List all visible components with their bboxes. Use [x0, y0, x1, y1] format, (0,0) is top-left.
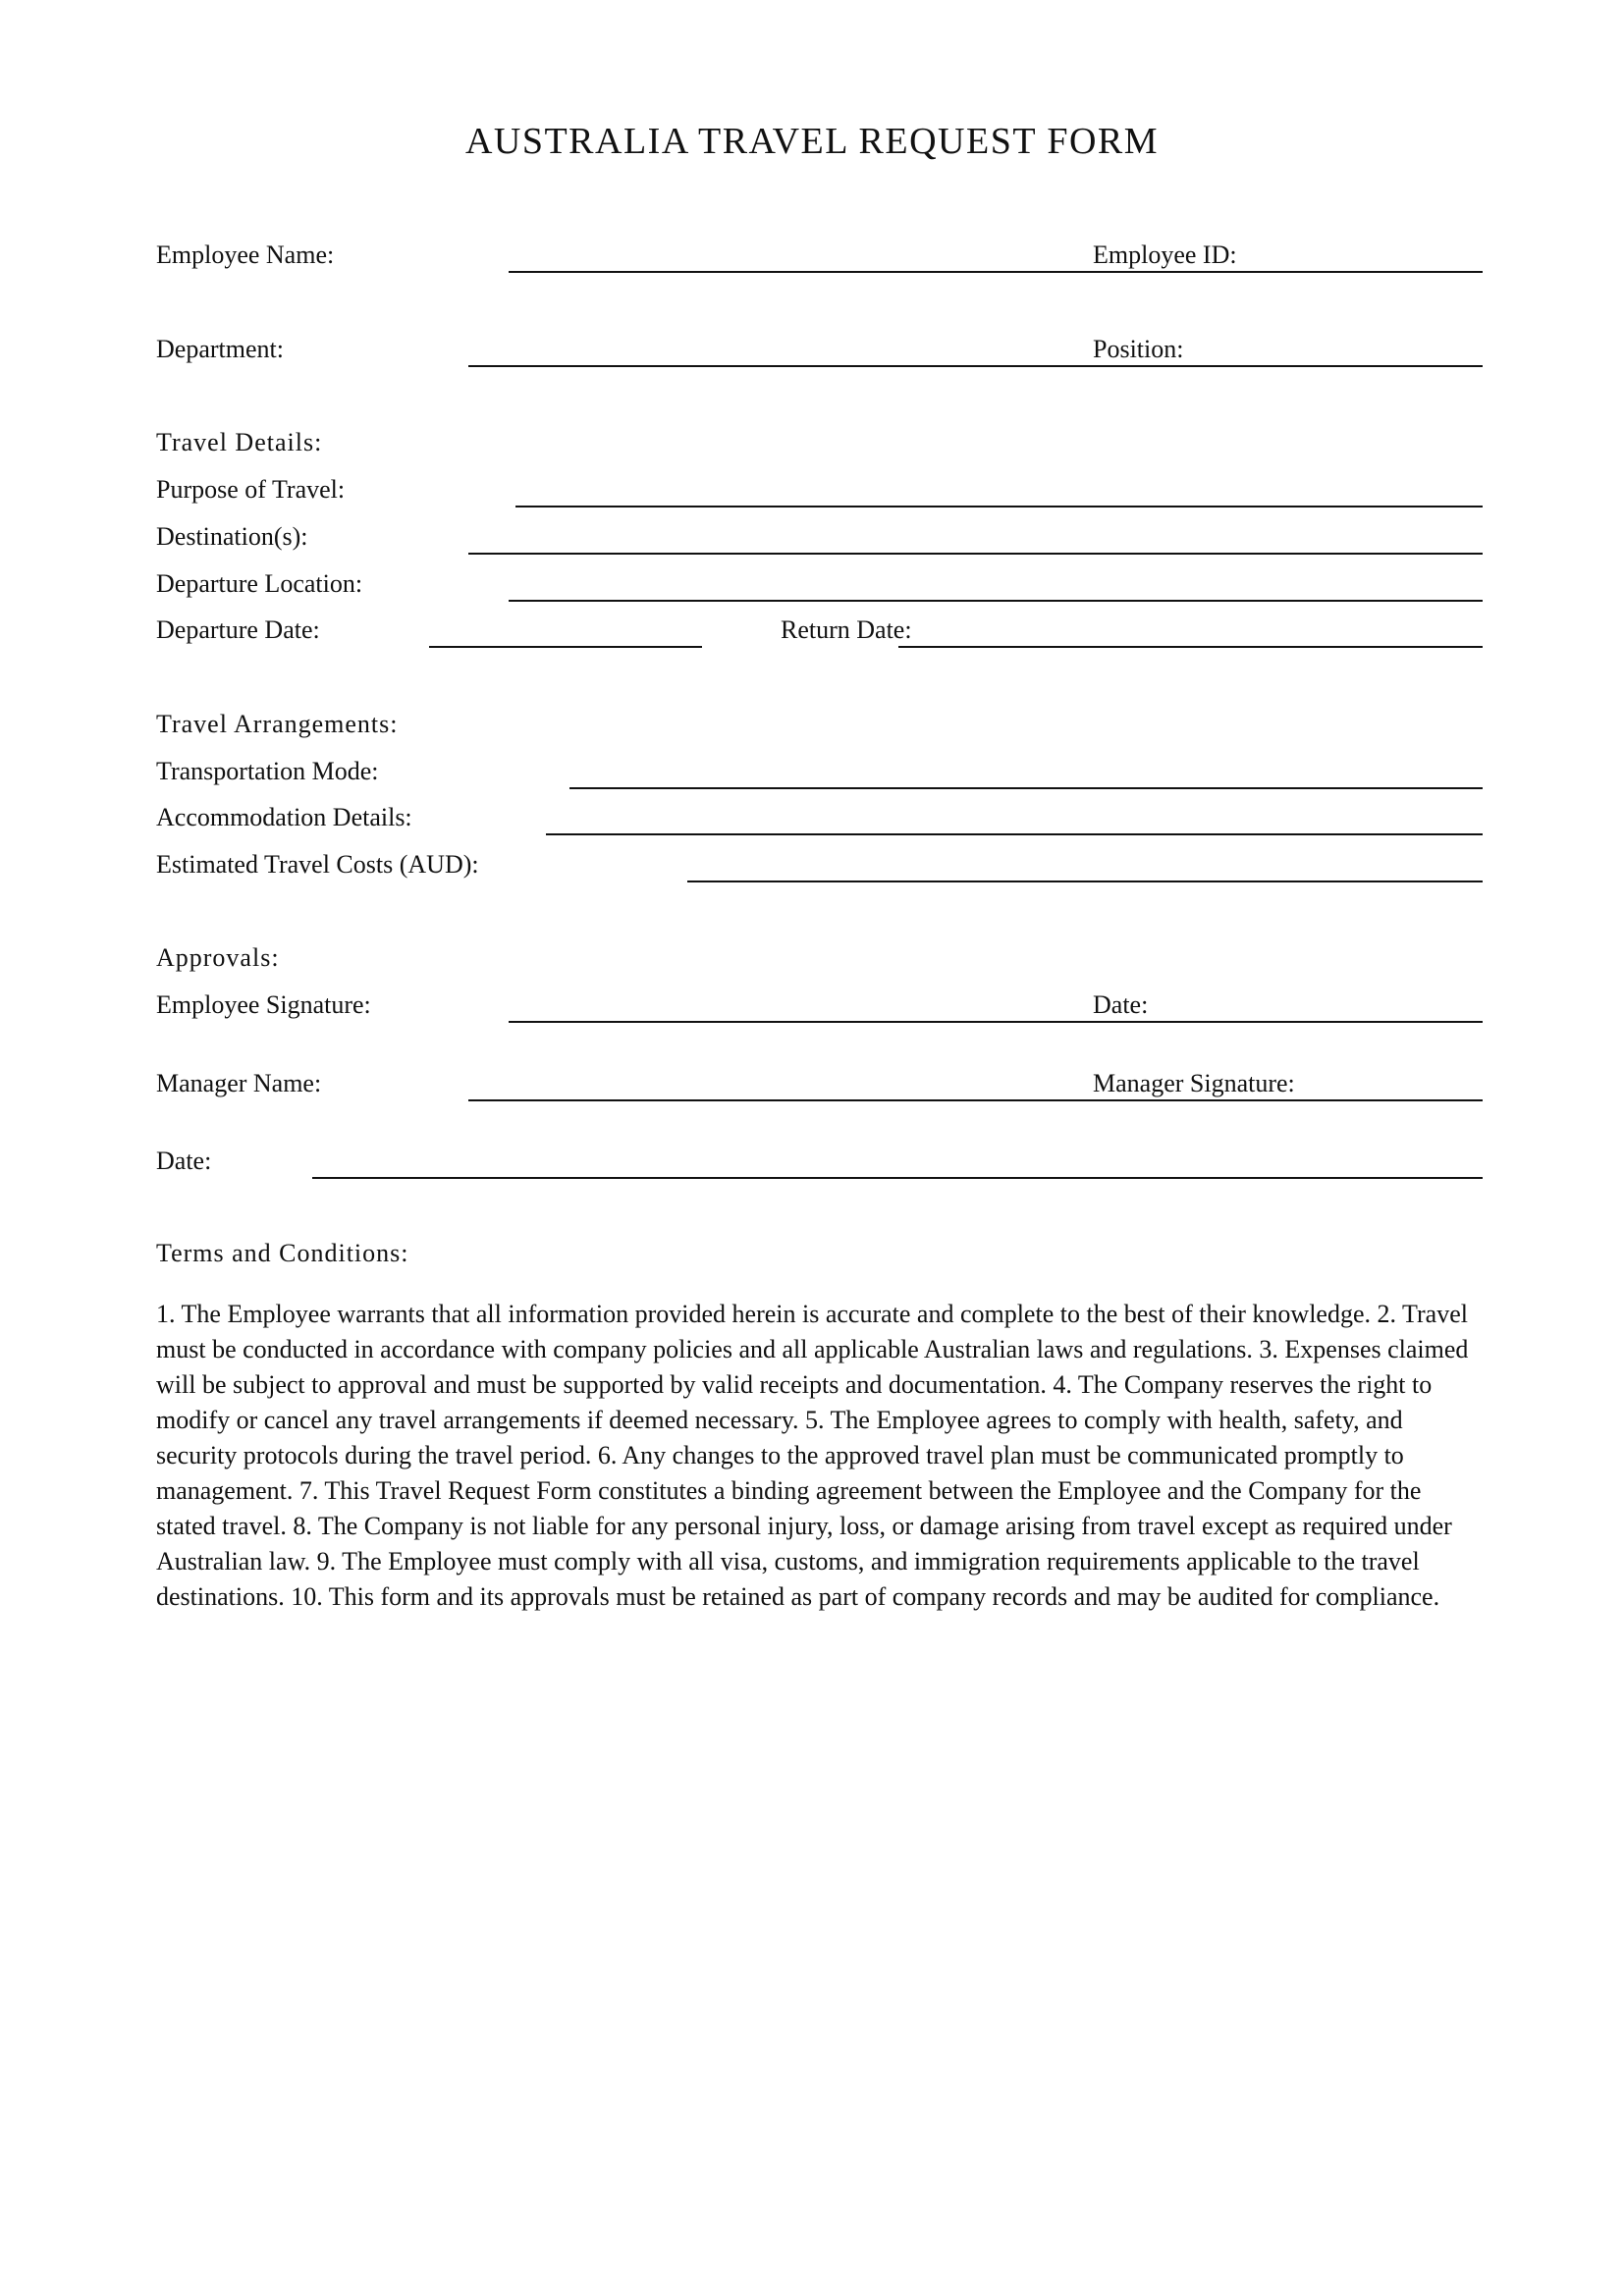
form-title: AUSTRALIA TRAVEL REQUEST FORM: [464, 121, 1160, 162]
employee-signature-field[interactable]: [509, 1021, 1090, 1023]
terms-body: 1. The Employee warrants that all information provided herein is accurate and complete to the best of their knowledge. 2. Travel must be conducted in accordance with company policies and all applicable Australian laws and regulations. 3. Expenses claimed will be subject to approval and must be supported by valid receipts and documentation. 4. The Company reserves the right to modify or cancel any travel arrangements if deemed necessary. 5. The Employee agrees to comply with health, safety, and security protocols during the travel period. 6. Any changes to the approved travel plan must be communicated promptly to management. 7. This Travel Request Form constitutes a binding agreement between the Employee and the Company for the stated travel. 8. The Company is not liable for any personal injury, loss, or damage arising from travel except as required under Australian law. 9. The Employee must comply with all visa, customs, and immigration requirements applicable to the travel destinations. 10. This form and its approvals must be retained as part of company records and may be audited for compliance.: [156, 1300, 1469, 1611]
employee-date-label: Date:: [1093, 990, 1149, 1019]
return-date-field[interactable]: [898, 646, 1483, 648]
transportation-field[interactable]: [569, 787, 1483, 789]
manager-signature-field[interactable]: [1090, 1099, 1483, 1101]
terms-heading: Terms and Conditions:: [156, 1239, 409, 1267]
employee-name-field[interactable]: [509, 271, 1090, 273]
purpose-field[interactable]: [515, 506, 1483, 507]
destinations-field[interactable]: [468, 553, 1483, 555]
destinations-label: Destination(s):: [156, 522, 308, 551]
manager-signature-label: Manager Signature:: [1093, 1069, 1295, 1097]
transportation-label: Transportation Mode:: [156, 757, 379, 785]
travel-costs-label: Estimated Travel Costs (AUD):: [156, 850, 479, 879]
departure-location-label: Departure Location:: [156, 569, 363, 598]
manager-date-field[interactable]: [312, 1177, 1483, 1179]
accommodation-label: Accommodation Details:: [156, 803, 412, 831]
employee-id-label: Employee ID:: [1093, 240, 1237, 269]
employee-name-label: Employee Name:: [156, 240, 335, 269]
approvals-heading: Approvals:: [156, 943, 280, 972]
manager-name-field[interactable]: [468, 1099, 1090, 1101]
employee-date-field[interactable]: [1090, 1021, 1483, 1023]
employee-id-field[interactable]: [1090, 271, 1483, 273]
accommodation-field[interactable]: [546, 833, 1483, 835]
travel-details-heading: Travel Details:: [156, 428, 323, 456]
departure-location-field[interactable]: [509, 600, 1483, 602]
departure-date-field[interactable]: [429, 646, 702, 648]
return-date-label: Return Date:: [781, 615, 912, 644]
travel-arrangements-heading: Travel Arrangements:: [156, 710, 399, 738]
position-label: Position:: [1093, 335, 1184, 363]
employee-signature-label: Employee Signature:: [156, 990, 371, 1019]
department-label: Department:: [156, 335, 284, 363]
department-field[interactable]: [468, 365, 1090, 367]
position-field[interactable]: [1090, 365, 1483, 367]
departure-date-label: Departure Date:: [156, 615, 320, 644]
manager-name-label: Manager Name:: [156, 1069, 322, 1097]
manager-date-label: Date:: [156, 1147, 212, 1175]
purpose-label: Purpose of Travel:: [156, 475, 346, 504]
travel-costs-field[interactable]: [687, 881, 1483, 882]
